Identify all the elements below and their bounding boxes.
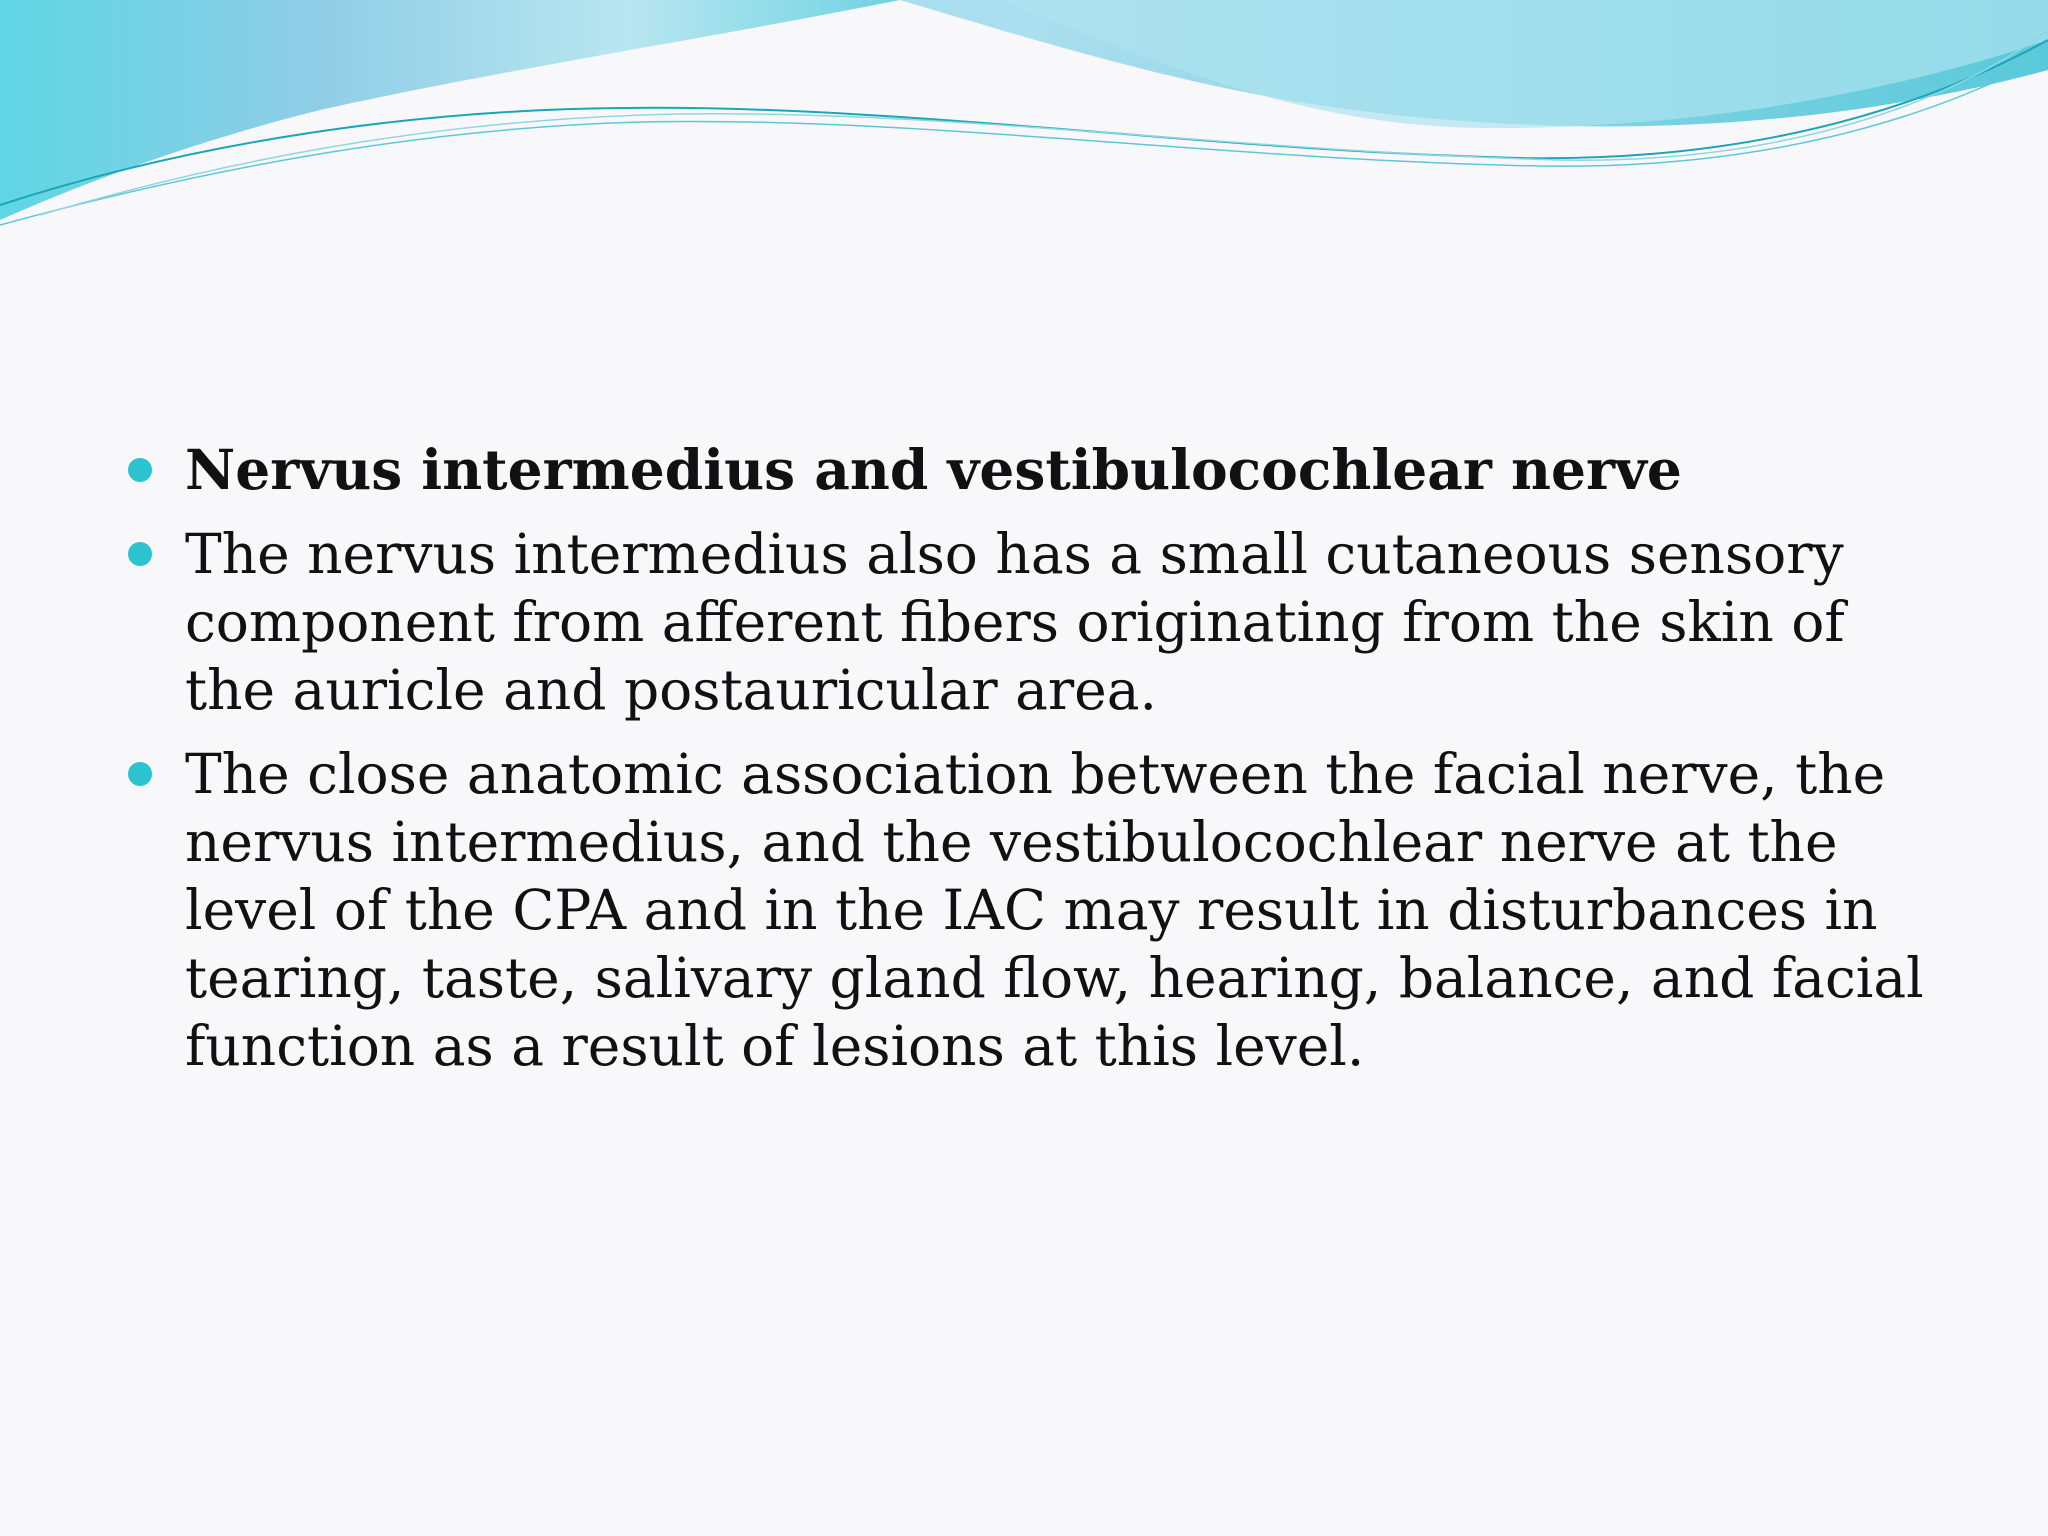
bullet-text: The nervus intermedius also has a small cutaneous sensory component from afferent fibers originating from the skin of the auricle and postauricular area.: [185, 522, 1845, 722]
bullet-list: [128, 436, 1948, 1080]
bullet-item-heading: [128, 436, 1948, 504]
bullet-item: [128, 520, 1948, 724]
bullet-text: The close anatomic association between the facial nerve, the nervus intermedius, and the vestibulocochlear nerve at the level of the CPA and in the IAC may result in disturbances in tearing, taste, salivary gland flow, hearing, balance, and facial function as a result of lesions at this level.: [185, 742, 1924, 1078]
bullet-dot-icon: [128, 458, 152, 482]
bullet-dot-icon: [128, 542, 152, 566]
bullet-dot-icon: [128, 762, 152, 786]
decorative-wave-header: [0, 0, 2048, 240]
bullet-item: [128, 740, 1948, 1080]
bullet-text: Nervus intermedius and vestibulocochlear nerve: [185, 437, 1682, 502]
slide-body: [128, 436, 1948, 1096]
